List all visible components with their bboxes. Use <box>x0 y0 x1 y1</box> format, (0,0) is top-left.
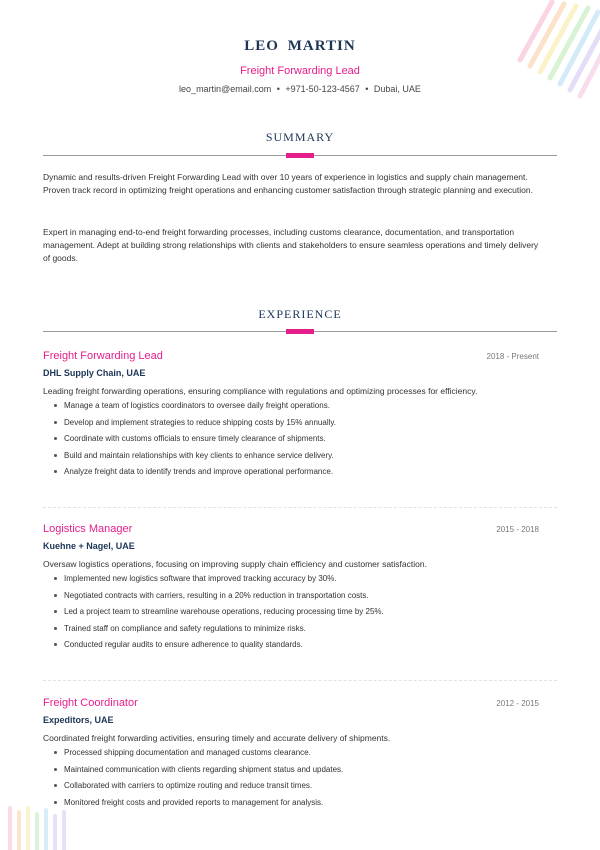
job-dates: 2015 - 2018 <box>496 525 539 534</box>
job-dates: 2018 - Present <box>486 352 539 361</box>
job-bullet-text: Maintained communication with clients regarding shipment status and updates. <box>64 764 344 774</box>
job-bullet-list <box>43 747 343 813</box>
job-bullet <box>43 400 336 417</box>
job-bullet <box>43 450 336 467</box>
bullet-dot-icon <box>54 594 57 597</box>
job-summary: Oversaw logistics operations, focusing on improving supply chain efficiency and customer satisfaction. <box>43 559 427 569</box>
summary-paragraph-1: Dynamic and results-driven Freight Forwarding Lead with over 10 years of experience in logistics and supply chain management. Proven track record in optimizing freight operations and enhancing customer satisfaction through strategic planning and execution. <box>43 172 533 195</box>
job-bullet <box>43 639 384 656</box>
summary-heading: SUMMARY <box>265 130 335 144</box>
bullet-dot-icon <box>54 454 57 457</box>
bullet-dot-icon <box>54 751 57 754</box>
job-summary: Coordinated freight forwarding activities, ensuring timely and accurate delivery of shipments. <box>43 733 391 743</box>
job-company: Kuehne + Nagel, UAE <box>43 541 135 551</box>
job-bullet-text: Trained staff on compliance and safety regulations to minimize risks. <box>64 623 306 633</box>
contact-location: Dubai, UAE <box>373 84 421 94</box>
job-bullet <box>43 623 384 640</box>
bullet-dot-icon <box>54 404 57 407</box>
job-title: Logistics Manager <box>43 523 133 535</box>
job-bullet <box>43 797 343 814</box>
bullet-dot-icon <box>54 784 57 787</box>
bullet-dot-icon <box>54 643 57 646</box>
job-bullet <box>43 573 384 590</box>
bullet-dot-icon <box>54 627 57 630</box>
job-company: DHL Supply Chain, UAE <box>43 368 146 378</box>
bullet-dot-icon <box>54 470 57 473</box>
contact-separator: • <box>365 84 369 94</box>
job-bullet-text: Analyze freight data to identify trends and improve operational performance. <box>64 467 334 476</box>
job-dates: 2012 - 2015 <box>496 699 539 708</box>
job-summary: Leading freight forwarding operations, ensuring compliance with regulations and optimizing processes for efficiency. <box>43 386 478 396</box>
job-bullet <box>43 606 384 623</box>
job-bullet-text: Processed shipping documentation and managed customs clearance. <box>64 748 311 757</box>
job-bullet-text: Manage a team of logistics coordinators to oversee daily freight operations. <box>64 401 330 410</box>
contact-line <box>0 84 600 94</box>
job-bullet <box>43 590 384 607</box>
bullet-dot-icon <box>54 577 57 580</box>
job-bullet-text: Led a project team to streamline warehouse operations, reducing processing time by 25%. <box>64 607 384 616</box>
job-bullet-list <box>43 573 384 656</box>
job-bullet-text: Coordinate with customs officials to ensure timely clearance of shipments. <box>64 434 326 443</box>
candidate-role: Freight Forwarding Lead <box>240 65 360 77</box>
bullet-dot-icon <box>54 610 57 613</box>
job-bullet <box>43 433 336 450</box>
bullet-dot-icon <box>54 801 57 804</box>
job-bullet-text: Collaborated with carriers to optimize routing and reduce transit times. <box>64 781 313 790</box>
experience-heading: EXPERIENCE <box>258 307 342 321</box>
job-company: Expeditors, UAE <box>43 715 114 725</box>
job-bullet <box>43 417 336 434</box>
candidate-name: LEO MARTIN <box>244 38 356 54</box>
job-bullet <box>43 747 343 764</box>
contact-email: leo_martin@email.com <box>179 84 272 94</box>
contact-separator: • <box>276 84 280 94</box>
job-bullet <box>43 780 343 797</box>
job-title: Freight Forwarding Lead <box>43 350 163 362</box>
contact-phone: +971-50-123-4567 <box>285 84 360 94</box>
job-bullet <box>43 466 336 483</box>
bullet-dot-icon <box>54 421 57 424</box>
experience-accent-bar <box>286 329 314 334</box>
job-bullet-text: Monitored freight costs and provided reports to management for analysis. <box>64 797 324 807</box>
job-bullet-text: Conducted regular audits to ensure adherence to quality standards. <box>64 640 303 649</box>
job-bullet-text: Implemented new logistics software that improved tracking accuracy by 30%. <box>64 574 337 583</box>
bullet-dot-icon <box>54 768 57 771</box>
job-title: Freight Coordinator <box>43 697 138 709</box>
job-bullet <box>43 764 343 781</box>
job-bullet-text: Develop and implement strategies to reduce shipping costs by 15% annually. <box>64 417 337 427</box>
job-bullet-list <box>43 400 336 483</box>
bullet-dot-icon <box>54 437 57 440</box>
job-separator <box>43 680 557 681</box>
summary-accent-bar <box>286 153 314 158</box>
summary-paragraph-2: Expert in managing end-to-end freight forwarding processes, including customs clearance, documentation, and transportation management. Adept at building strong relationships with clients and stakeholders to ensure seamless operations and timely delivery of goods. <box>43 227 539 263</box>
job-bullet-text: Negotiated contracts with carriers, resulting in a 20% reduction in transportation costs. <box>64 590 369 600</box>
job-separator <box>43 507 557 508</box>
job-bullet-text: Build and maintain relationships with key clients to enhance service delivery. <box>64 450 334 460</box>
